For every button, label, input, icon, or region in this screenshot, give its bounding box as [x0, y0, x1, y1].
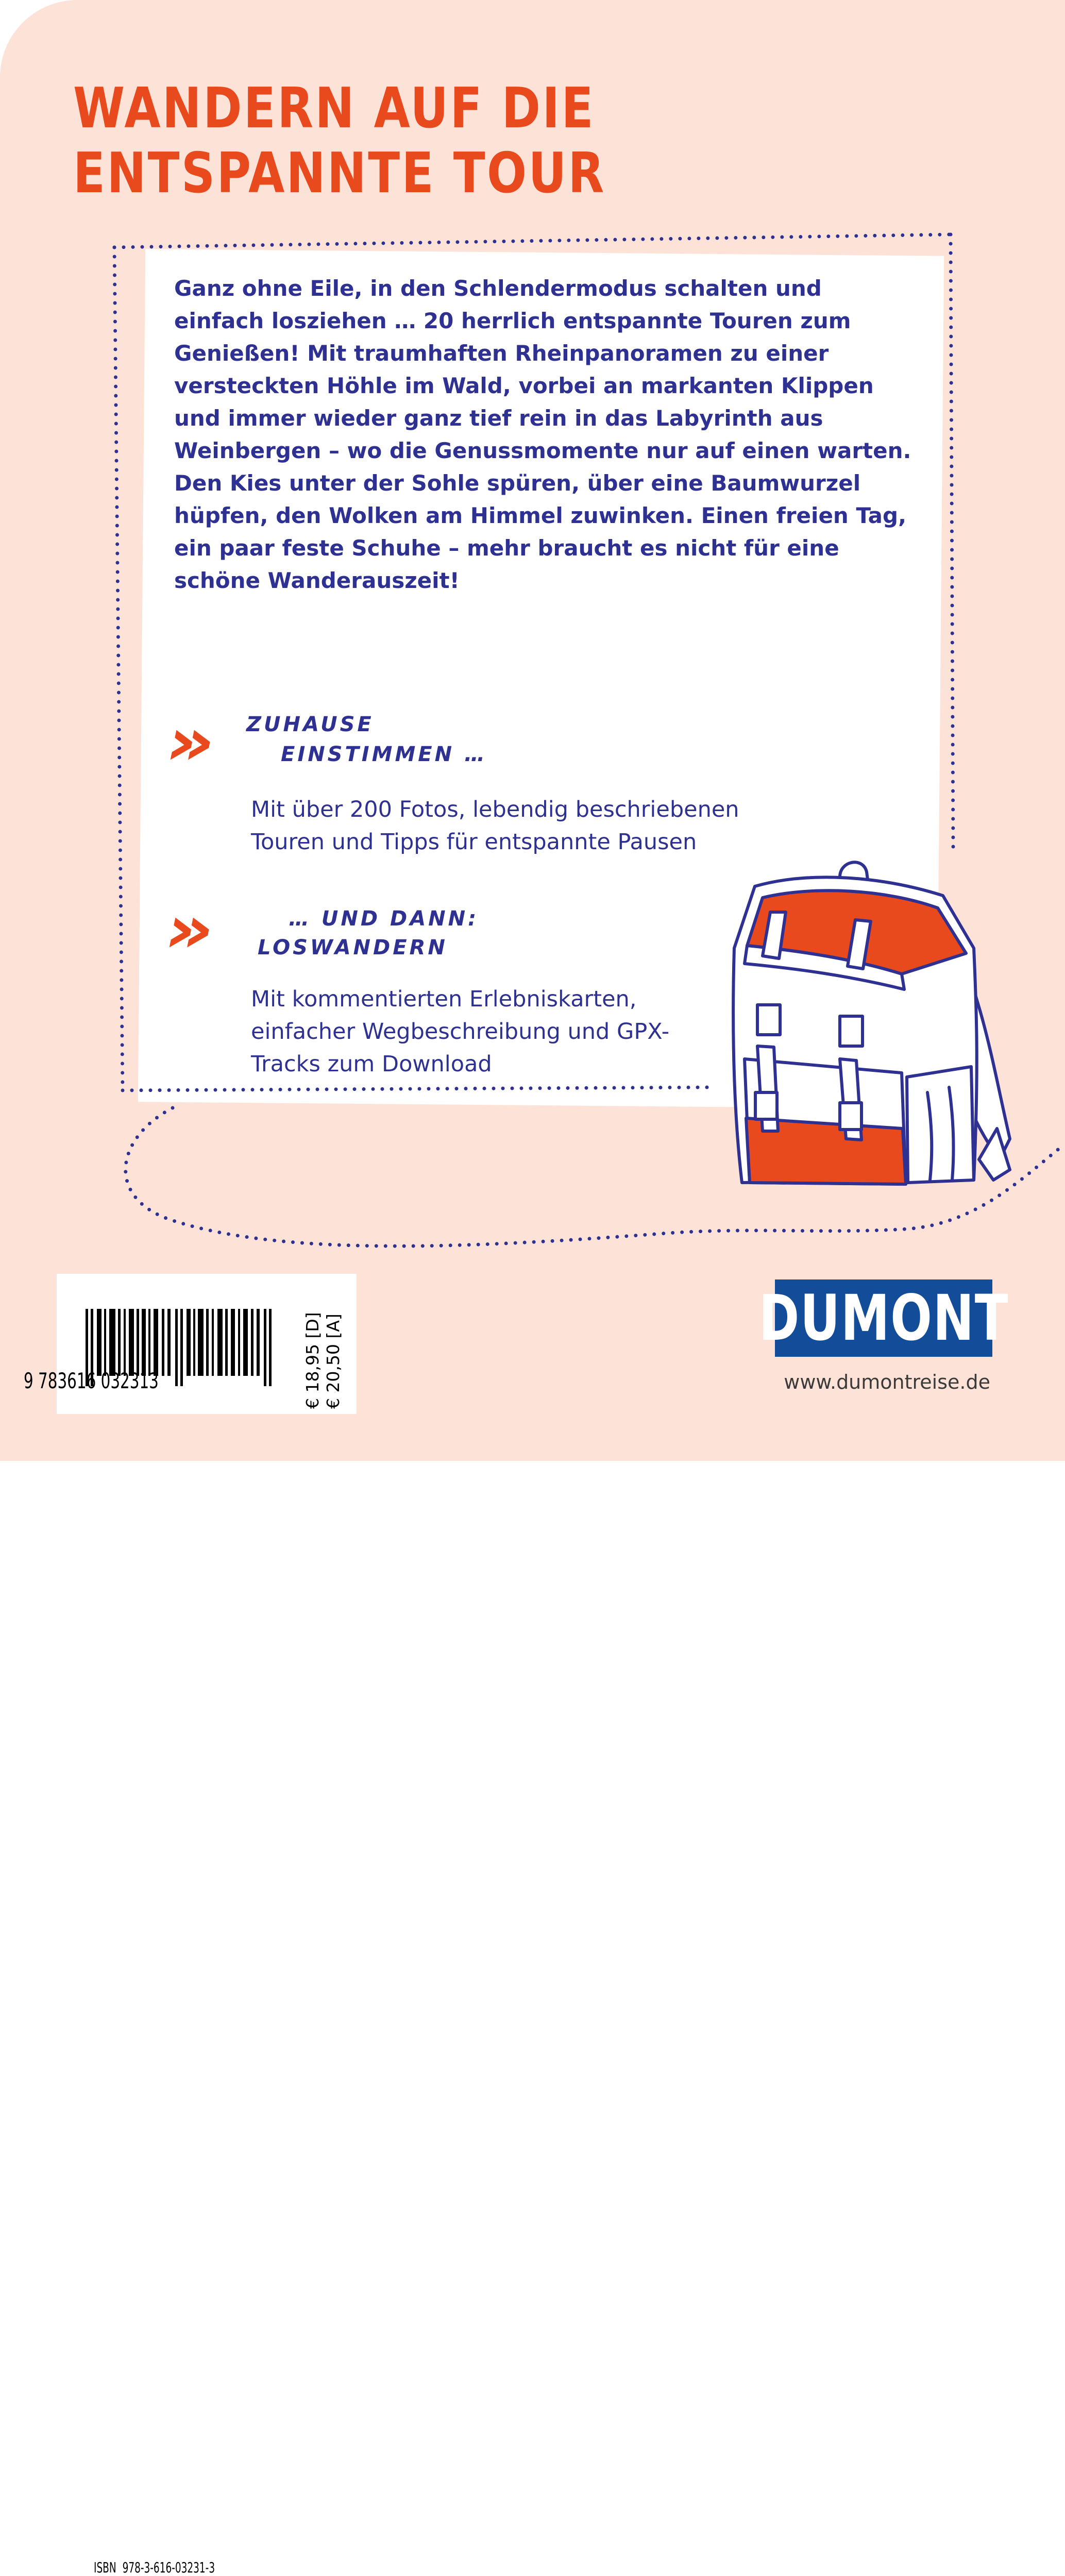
feature-2-heading-line-2: LOSWANDERN — [258, 936, 448, 959]
feature-1-heading-line-1: ZUHAUSE — [246, 713, 374, 736]
isbn-label: ISBN — [94, 2559, 116, 2576]
feature-2-heading-line-1: … UND DANN: — [289, 907, 479, 931]
description-text: Ganz ohne Eile, in den Schlendermodus schalten und einfach losziehen … 20 herrlich entspannte Touren zum Genießen! Mit traumhaften Rheinpanoramen zu einer versteckten Höhle im Wald, vorbei an markanten Klippen und immer wieder ganz tief rein in das Labyrinth aus Weinbergen – wo die Genussmomente nur auf einen warten. Den Kies unter der Sohle spüren, über eine Baumwurzel hüpfen, den Wolken am Himmel zuwinken. Einen freien Tag, ein paar feste Schuhe – mehr braucht es nicht für eine schöne Wanderauszeit! — [174, 276, 911, 593]
barcode-digits: 9 783616 032313 — [24, 1368, 159, 1393]
dumont-logo — [758, 1279, 1009, 1357]
double-chevron-right-icon: » — [159, 703, 224, 780]
isbn-line — [94, 2559, 215, 2576]
publisher-website[interactable]: www.dumontreise.de — [784, 1371, 990, 1393]
backpack-icon — [685, 850, 1015, 1190]
isbn-number: 978-3-616-03231-3 — [122, 2559, 215, 2576]
price-at: € 20,50 [A] — [323, 1314, 343, 1409]
feature-2-text: Mit kommentierten Erlebniskarten, einfacher Wegbeschreibung und GPX-Tracks zum Download — [251, 986, 670, 1077]
feature-1-text: Mit über 200 Fotos, lebendig beschriebenen Touren und Tipps für entspannte Pausen — [251, 797, 739, 855]
title-line-1: WANDERN AUF DIE — [73, 76, 595, 141]
double-chevron-right-icon: » — [158, 891, 223, 968]
logo-text: DUMONT — [758, 1282, 1009, 1355]
title-line-2: ENTSPANNTE TOUR — [73, 141, 606, 206]
feature-1-heading-line-2: EINSTIMMEN … — [281, 743, 487, 766]
price-column — [302, 1312, 343, 1533]
price-de: € 18,95 [D] — [302, 1312, 323, 1409]
